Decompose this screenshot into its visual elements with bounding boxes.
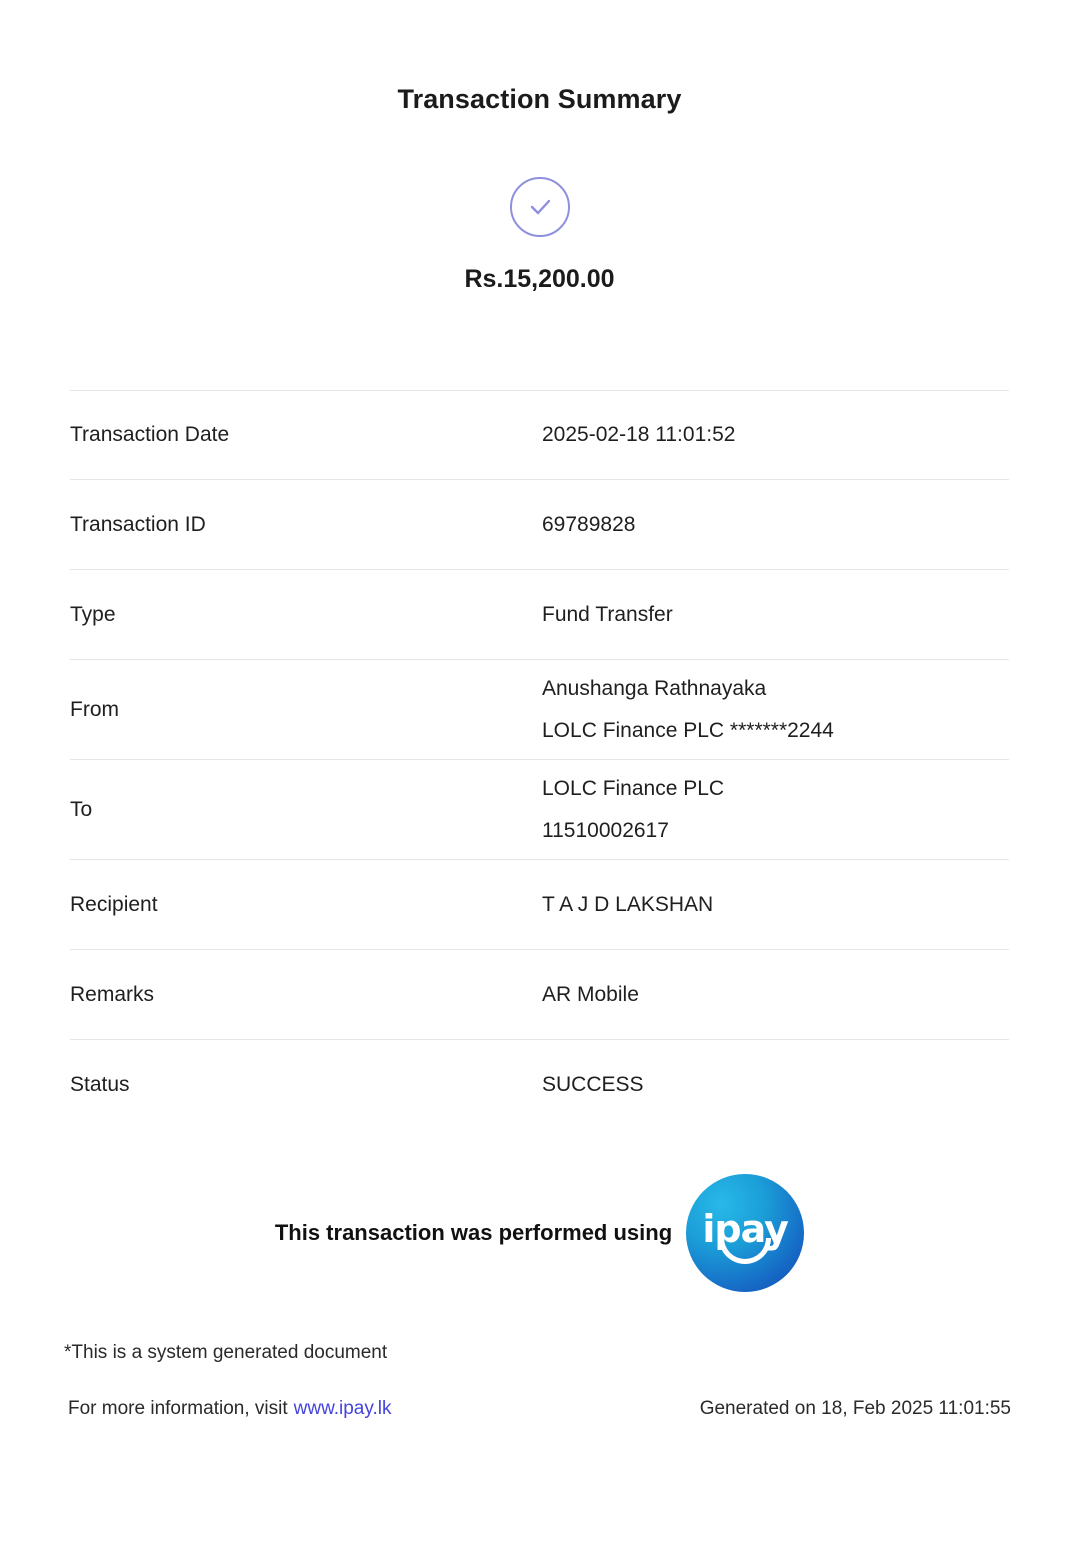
row-label: Type — [70, 602, 116, 626]
ipay-logo — [686, 1174, 804, 1292]
row-value-line: Anushanga Rathnayaka — [542, 676, 767, 700]
page-title: Transaction Summary — [397, 84, 682, 114]
row-label: To — [70, 797, 93, 821]
row-label: Transaction Date — [70, 423, 230, 446]
table-row — [70, 390, 1009, 480]
row-value-line: 69789828 — [542, 512, 636, 536]
ipay-website-link[interactable]: www.ipay.lk — [293, 1398, 392, 1419]
table-row — [70, 480, 1009, 570]
more-info-text — [68, 1398, 391, 1420]
footer-line — [0, 1398, 1079, 1420]
table-row — [70, 860, 1009, 950]
row-label: Status — [70, 1073, 130, 1096]
table-row — [70, 760, 1009, 860]
row-value — [542, 423, 1009, 447]
brand-footer — [0, 1174, 1079, 1292]
system-generated-note: *This is a system generated document — [64, 1342, 388, 1363]
table-row — [70, 1040, 1009, 1130]
row-value — [542, 777, 1009, 843]
row-value — [542, 513, 1009, 537]
row-value-line: Fund Transfer — [542, 602, 673, 626]
check-circle-icon — [510, 177, 570, 237]
details-table — [0, 390, 1079, 1130]
table-row — [70, 570, 1009, 660]
table-row — [70, 950, 1009, 1040]
amount-value: Rs.15,200.00 — [464, 265, 615, 293]
row-label: From — [70, 697, 119, 721]
transaction-summary-page — [0, 84, 1079, 1549]
row-label: Recipient — [70, 892, 158, 916]
status-badge: SUCCESS — [542, 1073, 644, 1096]
row-value — [542, 677, 1009, 743]
brand-text: This transaction was performed using — [274, 1220, 673, 1245]
row-value-line: LOLC Finance PLC *******2244 — [542, 718, 834, 742]
table-row — [70, 660, 1009, 760]
row-label: Remarks — [70, 982, 155, 1006]
row-value-line: 11510002617 — [542, 818, 669, 842]
generated-on-text: Generated on 18, Feb 2025 11:01:55 — [699, 1398, 1011, 1419]
more-info-prefix: For more information, visit — [68, 1398, 288, 1419]
ipay-logo-smile — [719, 1238, 771, 1264]
row-value-line: 2025-02-18 11:01:52 — [542, 423, 736, 446]
row-value — [542, 603, 1009, 627]
row-value-line: AR Mobile — [542, 982, 639, 1006]
row-value — [542, 893, 1009, 917]
row-label: Transaction ID — [70, 512, 206, 536]
ipay-logo-word: ipay — [702, 1207, 788, 1251]
row-value-line: T A J D LAKSHAN — [542, 892, 714, 916]
row-value-line: LOLC Finance PLC — [542, 776, 725, 800]
status-icon-wrap — [0, 177, 1079, 237]
row-value — [542, 983, 1009, 1007]
